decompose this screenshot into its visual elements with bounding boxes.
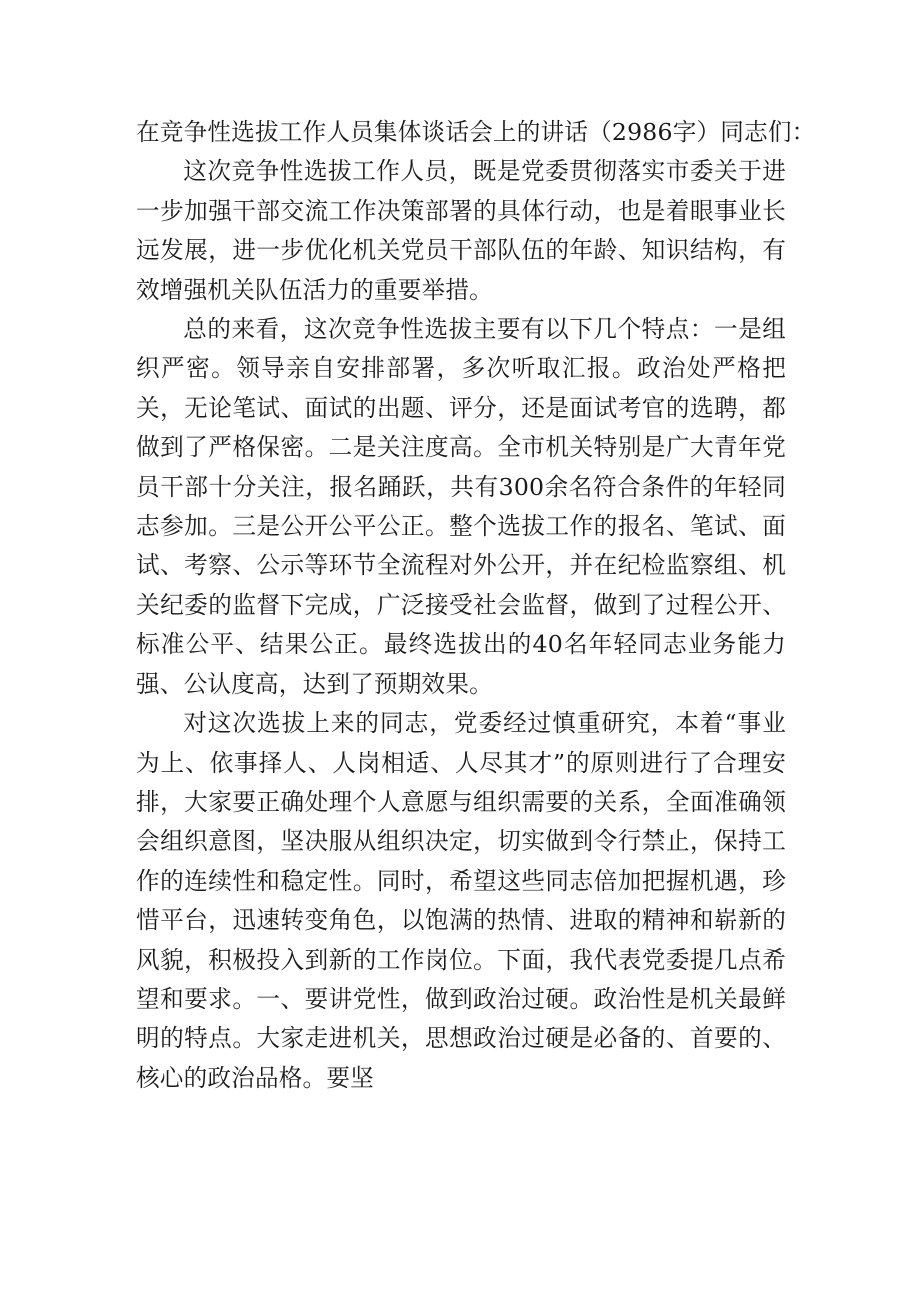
speech-title-line: 在竞争性选拔工作人员集体谈话会上的讲话（2986字）同志们：	[136, 118, 816, 146]
document-body	[136, 113, 816, 1098]
paragraph-requirements: 对这次选拔上来的同志，党委经过慎重研究，本着“事业为上、依事择人、人岗相适、人尽其才”的原则进行了合理安排，大家要正确处理个人意愿与组织需要的关系，全面准确领会组织意图，坚决服从组织决定，切实做到令行禁止，保持工作的连续性和稳定性。同时，希望这些同志倍加把握机遇，珍惜平台，迅速转变角色，以饱满的热情、进取的精神和崭新的风貌，积极投入到新的工作岗位。下面，我代表党委提几点希望和要求。一、要讲党性，做到政治过硬。政治性是机关最鲜明的特点。大家走进机关，思想政治过硬是必备的、首要的、核心的政治品格。要坚	[136, 709, 786, 1092]
paragraph-intro: 这次竞争性选拔工作人员，既是党委贯彻落实市委关于进一步加强干部交流工作决策部署的具体行动，也是着眼事业长远发展，进一步优化机关党员干部队伍的年龄、知识结构，有效增强机关队伍活力的重要举措。	[136, 157, 786, 304]
paragraph-features: 总的来看，这次竞争性选拔主要有以下几个特点：一是组织严密。领导亲自安排部署，多次听取汇报。政治处严格把关，无论笔试、面试的出题、评分，还是面试考官的选聘，都做到了严格保密。二是关注度高。全市机关特别是广大青年党员干部十分关注，报名踊跃，共有300余名符合条件的年轻同志参加。三是公开公平公正。整个选拔工作的报名、笔试、面试、考察、公示等环节全流程对外公开，并在纪检监察组、机关纪委的监督下完成，广泛接受社会监督，做到了过程公开、标准公平、结果公正。最终选拔出的40名年轻同志业务能力强、公认度高，达到了预期效果。	[136, 315, 786, 698]
